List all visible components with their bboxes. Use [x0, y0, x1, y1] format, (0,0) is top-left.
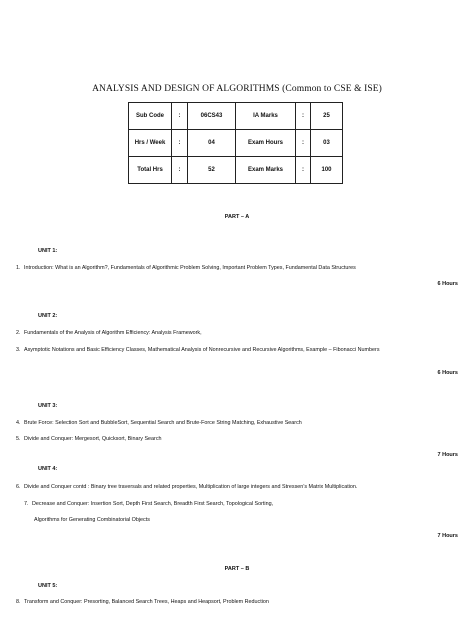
table-cell: : — [296, 157, 311, 184]
table-cell: : — [296, 130, 311, 157]
table-cell: Exam Hours — [236, 130, 296, 157]
table-cell: IA Marks — [236, 103, 296, 130]
unit-4-heading: UNIT 4: — [38, 466, 58, 472]
table-cell: 25 — [311, 103, 343, 130]
document-title: ANALYSIS AND DESIGN OF ALGORITHMS (Common to CSE & ISE) — [92, 84, 382, 94]
item-text: Introduction: What is an Algorithm?, Fundamentals of Algorithmic Problem Solving, Important Problem Types, Fundamental Data Structures — [24, 265, 356, 271]
item-number: 5. — [16, 436, 21, 442]
hours-label: 6 Hours — [437, 281, 458, 287]
item-text: Divide and Conquer contd : Binary tree traversals and related properties, Multiplication of large integers and Stressen’s Matrix Multiplication. — [24, 484, 358, 490]
part-b-heading: PART – B — [224, 566, 250, 572]
item-text: Divide and Conquer: Mergesort, Quicksort, Binary Search — [24, 436, 162, 442]
table-cell: 52 — [188, 157, 236, 184]
table-cell: 04 — [188, 130, 236, 157]
item-text: Brute Force: Selection Sort and BubbleSort, Sequential Search and Brute-Force String Matching, Exhaustive Search — [24, 420, 302, 426]
table-cell: 03 — [311, 130, 343, 157]
table-cell: Sub Code — [129, 103, 172, 130]
item-text: Transform and Conquer: Presorting, Balanced Search Trees, Heaps and Heapsort, Problem Reduction — [24, 599, 269, 605]
part-a-heading: PART – A — [224, 214, 250, 220]
table-row — [129, 103, 343, 130]
table-cell: Hrs / Week — [129, 130, 172, 157]
hours-label: 7 Hours — [437, 452, 458, 458]
hours-label: 7 Hours — [437, 533, 458, 539]
item-number: 3. — [16, 347, 21, 353]
table-cell: : — [172, 157, 188, 184]
table-cell: : — [296, 103, 311, 130]
item-number: 6. — [16, 484, 21, 490]
unit-5-heading: UNIT 5: — [38, 583, 58, 589]
item-text: Decrease and Conquer: Insertion Sort, Depth First Search, Breadth First Search, Topological Sorting, — [32, 501, 274, 507]
table-row — [129, 157, 343, 184]
item-number: 4. — [16, 420, 21, 426]
unit-3-heading: UNIT 3: — [38, 403, 58, 409]
table-cell: : — [172, 130, 188, 157]
table-cell: 06CS43 — [188, 103, 236, 130]
unit-2-heading: UNIT 2: — [38, 313, 58, 319]
hours-label: 6 Hours — [437, 370, 458, 376]
course-details-table — [128, 102, 343, 184]
item-number: 1. — [16, 265, 21, 271]
item-number: 7. — [24, 501, 29, 507]
item-number: 2. — [16, 330, 21, 336]
table-row — [129, 130, 343, 157]
table-cell: : — [172, 103, 188, 130]
list-item — [16, 346, 456, 364]
table-cell: Exam Marks — [236, 157, 296, 184]
item-number: 8. — [16, 599, 21, 605]
table-cell: 100 — [311, 157, 343, 184]
item-text: Asymptotic Notations and Basic Efficiency Classes, Mathematical Analysis of Nonrecursive and Recursive Algorithms, Example – Fibonacci Numbers — [24, 347, 380, 353]
unit-1-heading: UNIT 1: — [38, 248, 58, 254]
item-text: Fundamentals of the Analysis of Algorithm Efficiency: Analysis Framework, — [24, 330, 202, 336]
item-text-continued: Algorithms for Generating Combinatorial Objects — [34, 517, 150, 523]
table-cell: Total Hrs — [129, 157, 172, 184]
